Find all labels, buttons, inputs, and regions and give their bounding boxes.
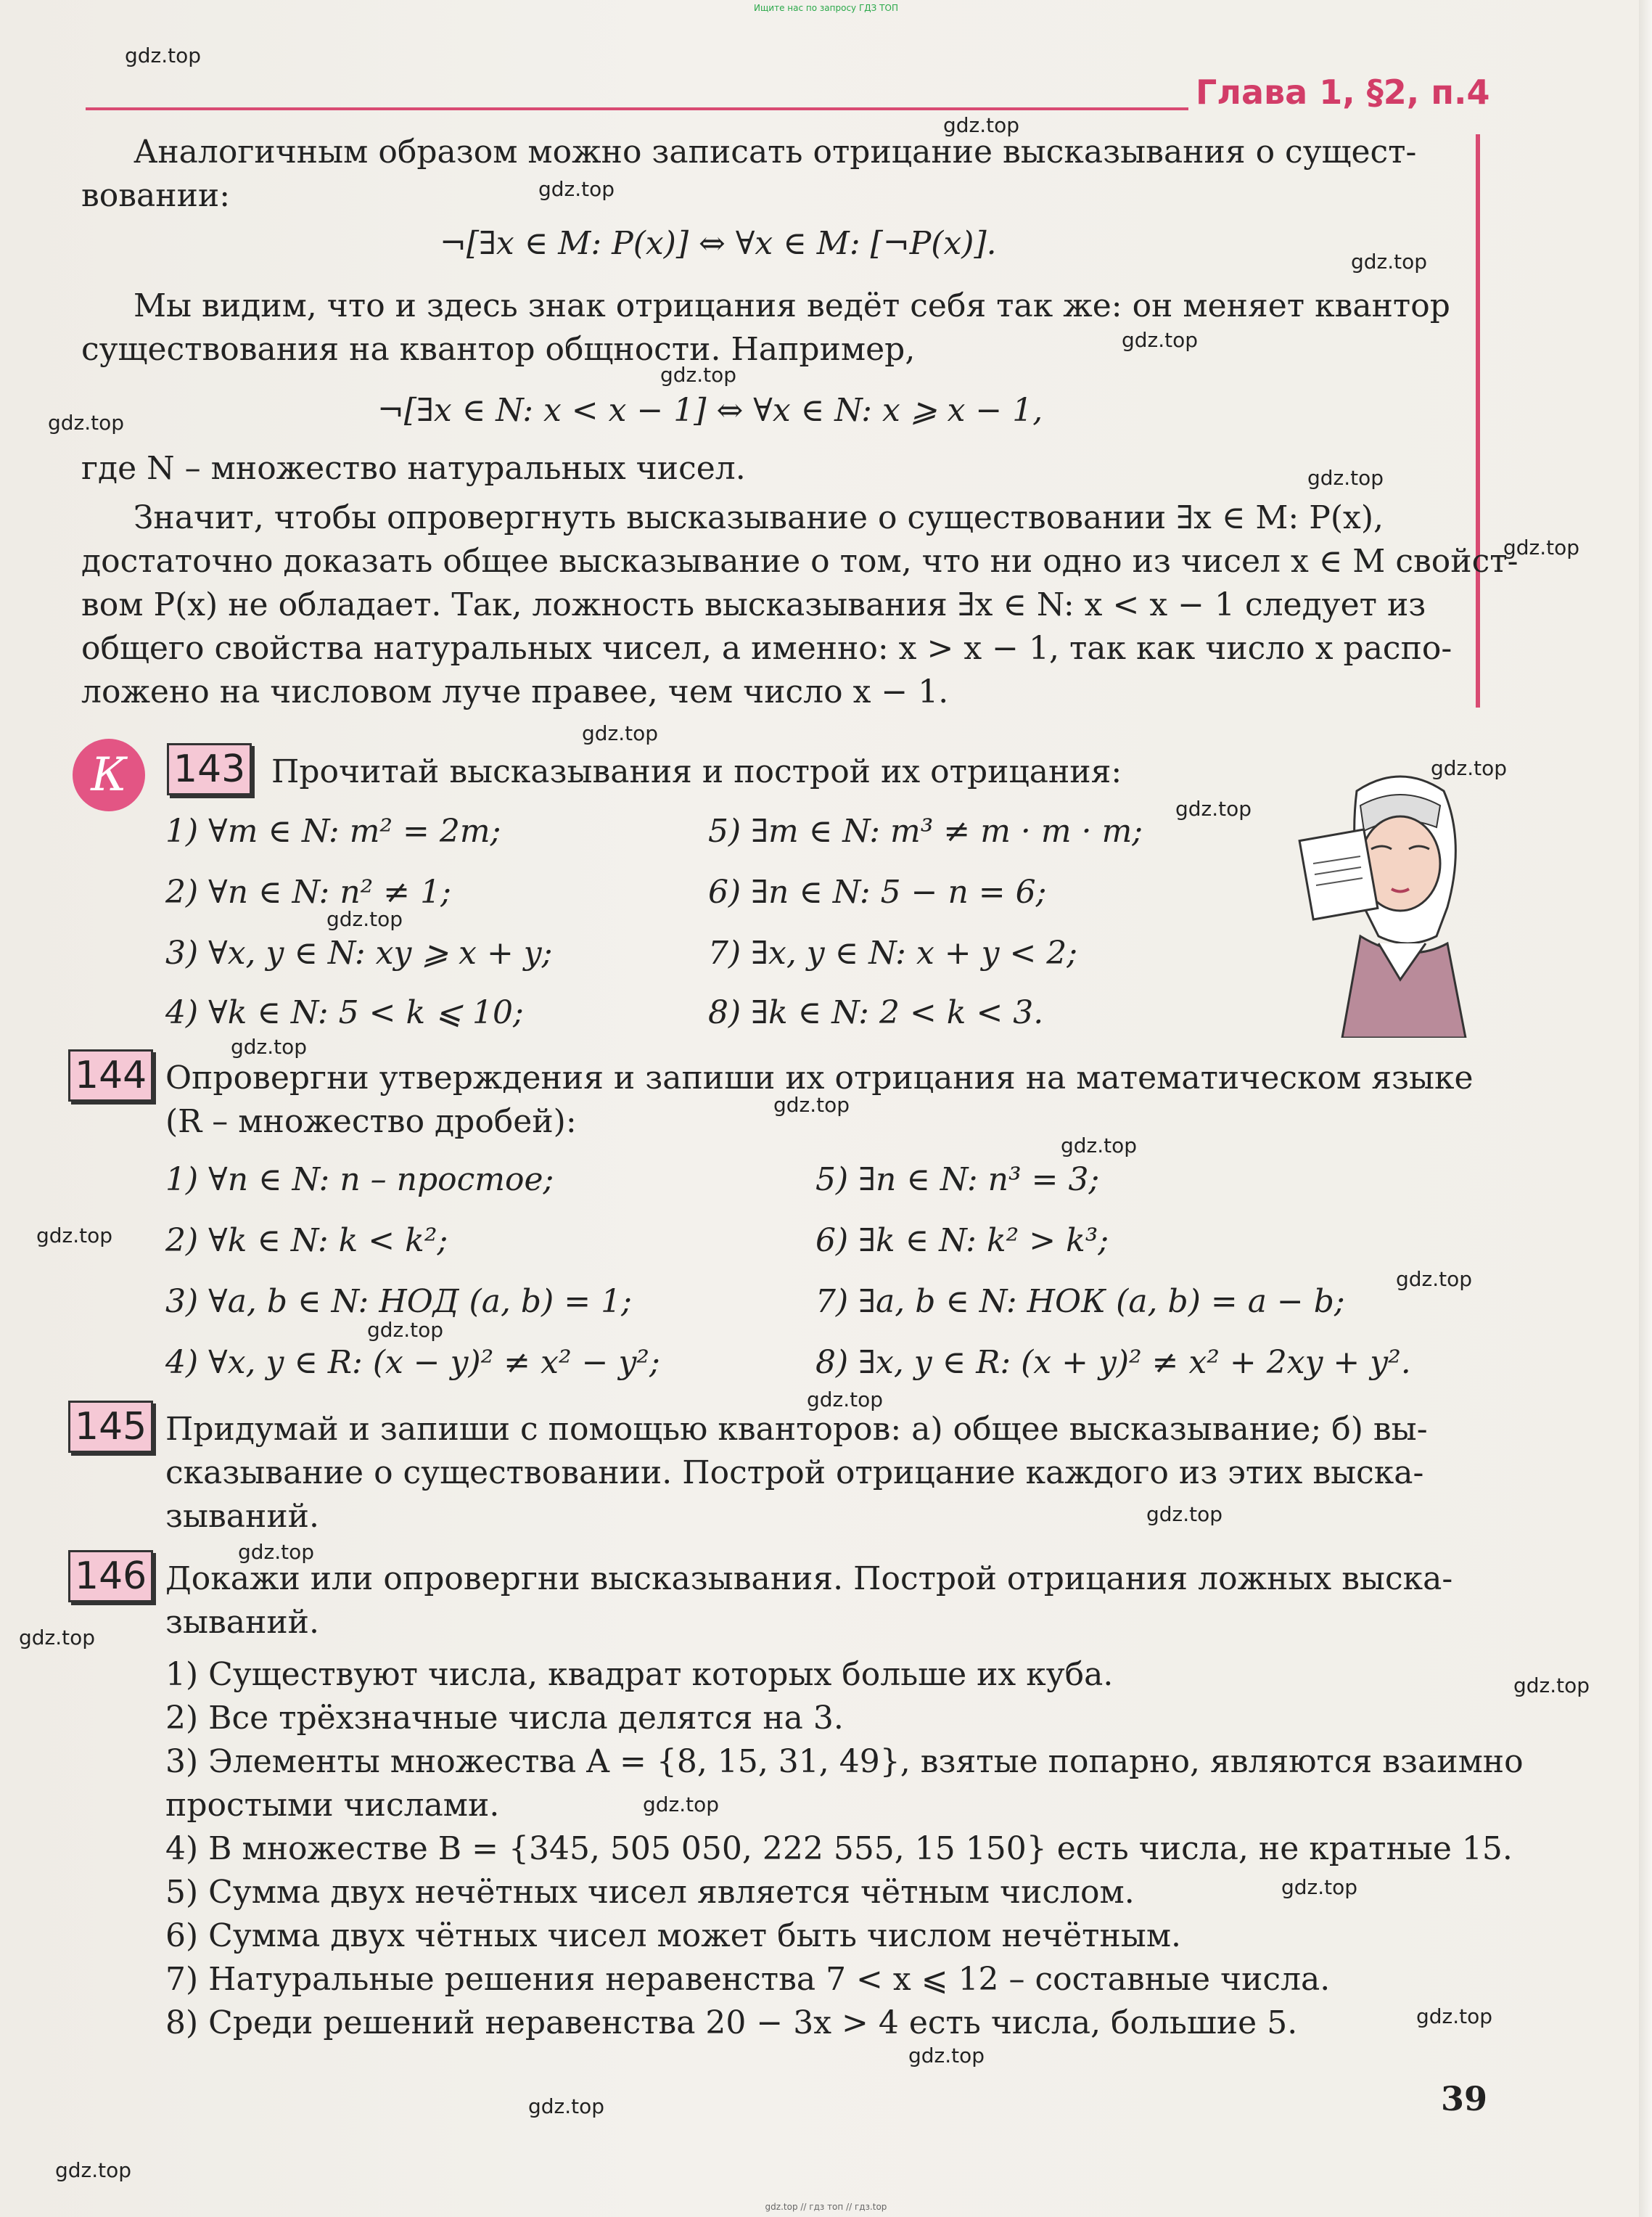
task-143-item: 6) ∃n ∈ N: 5 − n = 6; — [708, 874, 1047, 911]
task-146-item: 7) Натуральные решения неравенства 7 < x ⩽ 12 – составные числа. — [165, 1961, 1331, 1998]
header-rule — [86, 107, 1188, 110]
watermark: gdz.top — [231, 1035, 308, 1059]
task-145-text: сказывание о существовании. Построй отрицание каждого из этих выска- — [165, 1454, 1424, 1491]
task-144-item: 4) ∀x, y ∈ R: (x − y)² ≠ x² − y²; — [165, 1344, 660, 1381]
watermark: gdz.top — [943, 113, 1020, 137]
intro-line: где N – множество натуральных чисел. — [81, 450, 746, 487]
task-144-item: 2) ∀k ∈ N: k < k²; — [165, 1222, 448, 1259]
task-146-item: 6) Сумма двух чётных чисел может быть числом нечётным. — [165, 1917, 1182, 1954]
watermark: gdz.top — [528, 2094, 605, 2118]
watermark: gdz.top — [1396, 1267, 1473, 1291]
task-144-item: 3) ∀a, b ∈ N: НОД (a, b) = 1; — [165, 1283, 632, 1320]
watermark: gdz.top — [1431, 756, 1508, 780]
watermark: gdz.top — [773, 1093, 850, 1117]
watermark: gdz.top — [1351, 250, 1428, 274]
watermark: gdz.top — [1175, 797, 1252, 821]
intro-line: вовании: — [81, 177, 231, 214]
watermark: gdz.top — [48, 411, 125, 435]
watermark: gdz.top — [238, 1540, 315, 1564]
task-144-item: 1) ∀n ∈ N: n – простое; — [165, 1161, 554, 1198]
task-146-item: 1) Существуют числа, квадрат которых больше их куба. — [165, 1656, 1114, 1693]
intro-line: ложено на числовом луче правее, чем число x − 1. — [81, 673, 949, 710]
task-143-item: 8) ∃k ∈ N: 2 < k < 3. — [708, 994, 1044, 1031]
intro-line: Значит, чтобы опровергнуть высказывание о существовании ∃x ∈ M: P(x), — [133, 499, 1384, 536]
task-144-item: 7) ∃a, b ∈ N: НОК (a, b) = a − b; — [815, 1283, 1345, 1320]
task-146-item: 4) В множестве B = {345, 505 050, 222 555, 15 150} есть числа, не кратные 15. — [165, 1830, 1513, 1867]
task-144-item: 5) ∃n ∈ N: n³ = 3; — [815, 1161, 1100, 1198]
task-146-item: 2) Все трёхзначные числа делятся на 3. — [165, 1700, 844, 1737]
page-number: 39 — [1441, 2079, 1488, 2118]
watermark: gdz.top — [538, 177, 615, 201]
watermark: gdz.top — [1146, 1502, 1223, 1526]
formula-1: ¬[∃x ∈ M: P(x)] ⇔ ∀x ∈ M: [¬P(x)]. — [440, 225, 997, 262]
task-146-item: 8) Среди решений неравенства 20 − 3x > 4 есть числа, большие 5. — [165, 2004, 1298, 2041]
watermark: gdz.top — [1416, 2004, 1493, 2028]
task-144-text: Опровергни утверждения и запиши их отрицания на математическом языке — [165, 1060, 1474, 1097]
watermark: gdz.top — [660, 363, 737, 387]
task-146-text: Докажи или опровергни высказывания. Построй отрицания ложных выска- — [165, 1560, 1453, 1597]
task-143-text: Прочитай высказывания и построй их отрицания: — [271, 753, 1122, 790]
task-146-item: простыми числами. — [165, 1787, 500, 1824]
task-146-item: 5) Сумма двух нечётных чисел является чётным числом. — [165, 1874, 1135, 1911]
intro-line: общего свойства натуральных чисел, а именно: x > x − 1, так как число x распо- — [81, 630, 1452, 667]
watermark: gdz.top — [582, 721, 659, 745]
task-143-item: 2) ∀n ∈ N: n² ≠ 1; — [165, 874, 451, 911]
task-143-item: 4) ∀k ∈ N: 5 < k ⩽ 10; — [165, 994, 524, 1031]
watermark: gdz.top — [1307, 466, 1384, 490]
watermark: gdz.top — [55, 2158, 132, 2182]
chapter-heading: Глава 1, §2, п.4 — [1196, 73, 1490, 112]
intro-line: вом P(x) не обладает. Так, ложность высказывания ∃x ∈ N: x < x − 1 следует из — [81, 586, 1426, 623]
watermark: gdz.top — [908, 2044, 985, 2068]
task-146-text: зываний. — [165, 1604, 319, 1641]
task-145-text: Придумай и запиши с помощью кванторов: а) общее высказывание; б) вы- — [165, 1411, 1428, 1448]
top-note: Ищите нас по запросу ГДЗ ТОП — [754, 3, 898, 13]
task-143-item: 3) ∀x, y ∈ N: xy ⩾ x + y; — [165, 935, 553, 972]
page-edge — [1639, 0, 1652, 2217]
task-143-item: 1) ∀m ∈ N: m² = 2m; — [165, 813, 501, 850]
watermark: gdz.top — [643, 1792, 720, 1816]
watermark: gdz.top — [19, 1626, 96, 1650]
intro-line: существования на квантор общности. Например, — [81, 331, 916, 368]
side-bar — [1476, 134, 1480, 708]
task-144-item: 6) ∃k ∈ N: k² > k³; — [815, 1222, 1109, 1259]
watermark: gdz.top — [1122, 328, 1199, 352]
task-144-item: 8) ∃x, y ∈ R: (x + y)² ≠ x² + 2xy + y². — [815, 1344, 1411, 1381]
girl-illustration — [1291, 762, 1473, 1038]
task-number-143: 143 — [167, 743, 252, 795]
task-number-145: 145 — [68, 1401, 153, 1453]
watermark: gdz.top — [1503, 536, 1580, 560]
watermark: gdz.top — [36, 1224, 113, 1247]
intro-line: Аналогичным образом можно записать отрицание высказывания о сущест- — [133, 134, 1417, 171]
watermark: gdz.top — [1281, 1875, 1358, 1899]
task-143-item: 7) ∃x, y ∈ N: x + y < 2; — [708, 935, 1078, 972]
task-143-item: 5) ∃m ∈ N: m³ ≠ m · m · m; — [708, 813, 1143, 850]
watermark: gdz.top — [1513, 1673, 1590, 1697]
watermark: gdz.top — [125, 44, 202, 67]
bottom-note: gdz.top // гдз топ // гдз.top — [765, 2202, 887, 2212]
watermark: gdz.top — [367, 1318, 444, 1342]
intro-line: Мы видим, что и здесь знак отрицания ведёт себя так же: он меняет квантор — [133, 287, 1450, 324]
task-144-text: (R – множество дробей): — [165, 1103, 577, 1140]
watermark: gdz.top — [1061, 1134, 1138, 1157]
k-badge: К — [73, 739, 145, 811]
watermark: gdz.top — [326, 907, 403, 931]
task-146-item: 3) Элементы множества A = {8, 15, 31, 49}, взятые попарно, являются взаимно — [165, 1743, 1524, 1780]
intro-line: достаточно доказать общее высказывание о том, что ни одно из чисел x ∈ M свойст- — [81, 543, 1519, 580]
task-145-text: зываний. — [165, 1498, 319, 1535]
task-number-144: 144 — [68, 1049, 153, 1102]
watermark: gdz.top — [807, 1388, 884, 1411]
formula-2: ¬[∃x ∈ N: x < x − 1] ⇔ ∀x ∈ N: x ⩾ x − 1, — [377, 392, 1043, 429]
task-number-146: 146 — [68, 1550, 153, 1602]
